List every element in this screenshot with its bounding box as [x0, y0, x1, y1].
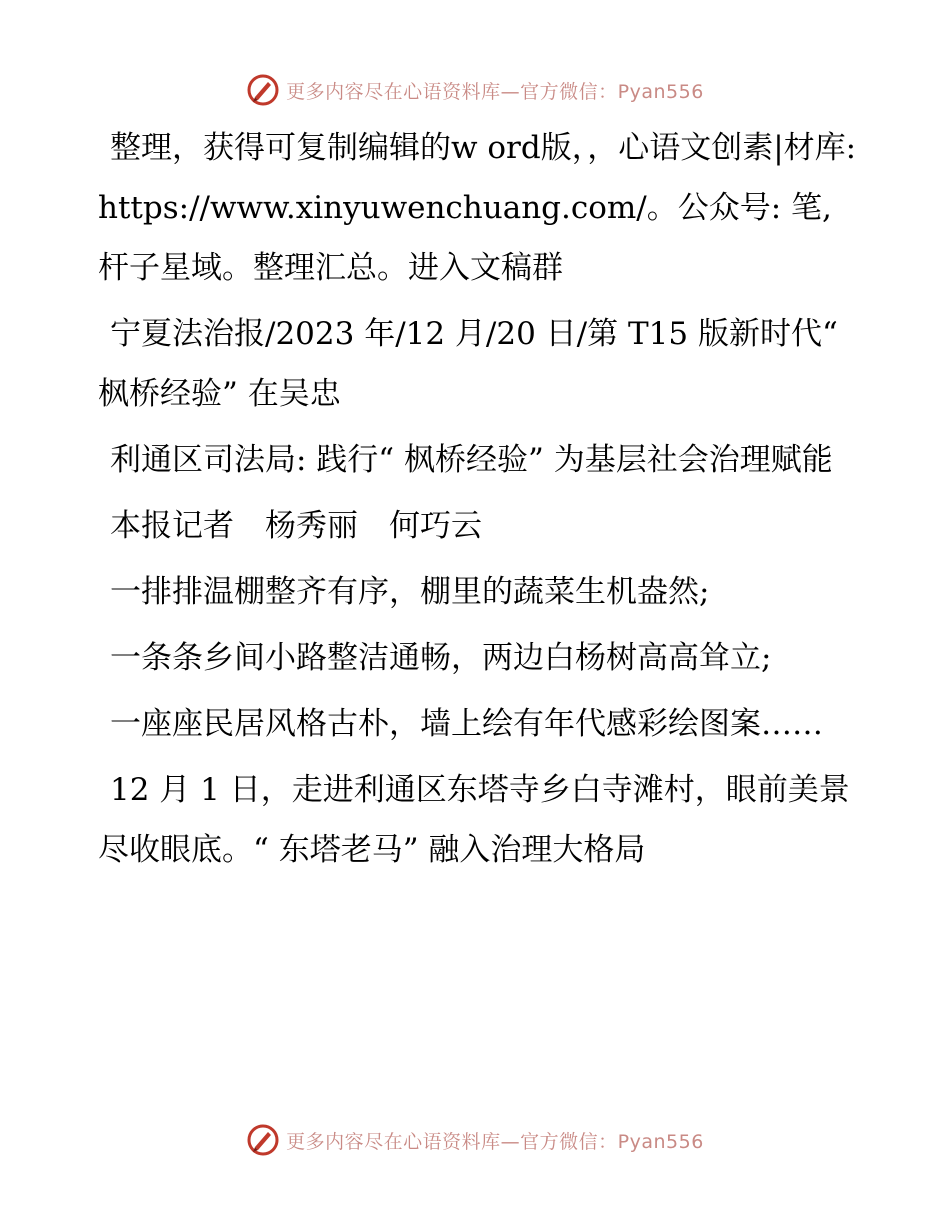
- paragraph-body: 12 月 1 日，走进利通区东塔寺乡白寺滩村，眼前美景尽收眼底。“ 东塔老马” 融入治理大格局: [98, 772, 850, 868]
- header-watermark: [0, 70, 950, 110]
- pen-circle-logo-icon: [246, 1123, 280, 1157]
- paragraph-body: 一排排温棚整齐有序，棚里的蔬菜生机盎然;: [110, 574, 710, 610]
- document-body: [98, 118, 858, 886]
- footer-watermark: [0, 1120, 950, 1160]
- article-title: 利通区司法局: 践行“ 枫桥经验” 为基层社会治理赋能: [110, 442, 833, 478]
- paragraph-body: 一条条乡间小路整洁通畅，两边白杨树高高耸立;: [110, 640, 772, 676]
- pen-circle-logo-icon: [246, 73, 280, 107]
- paragraph-intro: 整理，获得可复制编辑的w ord版，，心语文创素|材库: https://www.xinyuwenchuang.com/。公众号: 笔,杆子星域。整理汇总。进入文稿群: [98, 130, 857, 286]
- paragraph-source: 宁夏法治报/2023 年/12 月/20 日/第 T15 版新时代“ 枫桥经验” 在吴忠: [98, 316, 838, 412]
- article-byline: 本报记者 杨秀丽 何巧云: [110, 508, 482, 544]
- watermark-text: 更多内容尽在心语资料库—官方微信：Pyan556: [286, 80, 704, 103]
- paragraph-body: 一座座民居风格古朴，墙上绘有年代感彩绘图案……: [110, 706, 823, 742]
- watermark-text: 更多内容尽在心语资料库—官方微信：Pyan556: [286, 1130, 704, 1153]
